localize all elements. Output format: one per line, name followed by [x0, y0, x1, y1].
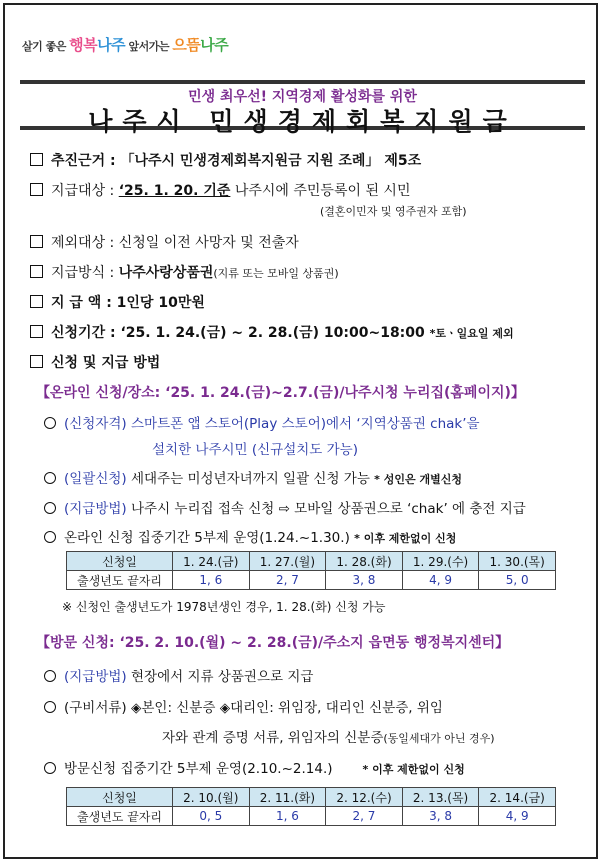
table-header-cell: 신청일: [67, 552, 173, 571]
bullet-circle-icon: [44, 417, 56, 429]
amount-value: 1인당 10만원: [116, 295, 205, 311]
table-date-cell: 1. 30.(목): [479, 552, 556, 571]
target-row: [30, 180, 410, 200]
period-label: 신청기간 :: [51, 325, 121, 341]
bulk-label: (일괄신청): [64, 471, 127, 487]
period-value: ‘25. 1. 24.(금) ~ 2. 28.(금) 10:00~18:00: [120, 325, 430, 341]
table-digit-cell: 4, 9: [402, 571, 479, 590]
visit-rotation-text: 방문신청 집중기간 5부제 운영(2.10.~2.14.): [64, 761, 333, 777]
visit-rotation-note: * 이후 제한없이 신청: [362, 763, 465, 776]
documents-line-1: (구비서류) ◈본인: 신분증 ◈대리인: 위임장, 대리인 신분증, 위임: [64, 700, 443, 716]
bulk-value: 세대주는 미성년자녀까지 일괄 신청 가능: [126, 471, 375, 487]
visit-documents: [44, 696, 443, 716]
exclusion-value: 신청일 이전 사망자 및 전출자: [118, 235, 299, 251]
table-digit-cell: 1, 6: [173, 571, 250, 590]
visit-payment: [44, 665, 313, 685]
table-row: [67, 807, 556, 826]
target-value: 나주시에 주민등록이 된 시민: [230, 183, 411, 199]
table-date-cell: 1. 29.(수): [402, 552, 479, 571]
slogan-text-2: 앞서가는: [125, 40, 173, 53]
table-digit-cell: 3, 8: [326, 571, 403, 590]
page-title: 나주시 민생경제회복지원금: [88, 107, 517, 136]
checkbox-icon: [30, 183, 43, 196]
payment-label: (지급방법): [64, 501, 127, 517]
bullet-circle-icon: [44, 472, 56, 484]
checkbox-icon: [30, 325, 43, 338]
slogan-text: 살기 좋은: [22, 40, 70, 53]
rotation-note: * 이후 제한없이 신청: [354, 532, 457, 545]
online-rotation: [44, 526, 456, 546]
online-schedule-table: [66, 551, 556, 590]
page-subtitle: 민생 최우선! 지역경제 활성화를 위한: [188, 89, 417, 105]
bullet-circle-icon: [44, 670, 56, 682]
table-date-cell: 1. 27.(월): [249, 552, 326, 571]
visit-payment-label: (지급방법): [64, 669, 127, 685]
slogan-naju-2: 나주: [200, 36, 229, 54]
slogan-best: 으뜸: [172, 36, 201, 54]
table-digit-cell: 0, 5: [173, 807, 250, 826]
online-heading: 【온라인 신청/장소: ‘25. 1. 24.(금)~2.7.(금)/나주시청 누리집(홈페이지)】: [36, 385, 525, 401]
table-header-cell: 신청일: [67, 788, 173, 807]
exclusion-row: [30, 232, 299, 252]
table-row-label: 출생년도 끝자리: [67, 571, 173, 590]
target-date: ‘25. 1. 20. 기준: [118, 183, 231, 199]
table-digit-cell: 2, 7: [249, 571, 326, 590]
exclusion-label: 제외대상 :: [51, 235, 119, 251]
howto-heading: 신청 및 지급 방법: [51, 355, 161, 371]
table-date-cell: 2. 14.(금): [479, 788, 556, 807]
method-value: 나주사랑상품권: [118, 265, 214, 281]
visit-payment-value: 현장에서 지류 상품권으로 지급: [126, 669, 314, 685]
period-note: *토ㆍ일요일 제외: [429, 327, 514, 340]
table-row: [67, 571, 556, 590]
online-qualification: [44, 412, 480, 432]
checkbox-icon: [30, 153, 43, 166]
table-digit-cell: 3, 8: [402, 807, 479, 826]
method-row: [30, 262, 339, 282]
table-digit-cell: 2, 7: [326, 807, 403, 826]
method-label: 지급방식 :: [51, 265, 119, 281]
documents-note: (동일세대가 아닌 경우): [383, 732, 495, 745]
slogan-naju: 나주: [97, 36, 126, 54]
table-row: [67, 788, 556, 807]
online-bulk: [44, 467, 462, 487]
howto-row: [30, 352, 160, 372]
bullet-circle-icon: [44, 502, 56, 514]
title-band: [20, 80, 585, 136]
table-digit-cell: 4, 9: [479, 807, 556, 826]
table-date-cell: 2. 12.(수): [326, 788, 403, 807]
table-row-label: 출생년도 끝자리: [67, 807, 173, 826]
table-date-cell: 2. 11.(화): [249, 788, 326, 807]
bullet-circle-icon: [44, 531, 56, 543]
table-row: [67, 552, 556, 571]
basis-value: 「나주시 민생경제회복지원금 지원 조례」 제5조: [120, 153, 422, 169]
qualification-line-2: 설치한 나주시민 (신규설치도 가능): [152, 442, 358, 458]
qualification-line-1: (신청자격) 스마트폰 앱 스토어(Play 스토어)에서 ‘지역상품권 chak’을: [64, 416, 480, 432]
table-date-cell: 2. 13.(목): [402, 788, 479, 807]
visit-rotation: [44, 757, 465, 777]
bullet-circle-icon: [44, 701, 56, 713]
slogan-happy: 행복: [69, 36, 98, 54]
table-date-cell: 1. 24.(금): [173, 552, 250, 571]
basis-row: [30, 150, 421, 170]
table-digit-cell: 5, 0: [479, 571, 556, 590]
amount-row: [30, 292, 205, 312]
checkbox-icon: [30, 265, 43, 278]
target-label: 지급대상 :: [51, 183, 119, 199]
brand-slogan: [22, 34, 228, 55]
visit-schedule-table: [66, 787, 556, 826]
amount-label: 지 급 액 :: [51, 295, 117, 311]
documents-line-2: [162, 726, 495, 746]
basis-label: 추진근거 :: [51, 153, 121, 169]
checkbox-icon: [30, 355, 43, 368]
period-row: [30, 322, 514, 342]
rotation-text: 온라인 신청 집중기간 5부제 운영(1.24.~1.30.): [64, 530, 355, 546]
method-note: (지류 또는 모바일 상품권): [213, 267, 339, 280]
payment-value: 나주시 누리집 접속 신청 ⇨ 모바일 상품권으로 ‘chak’ 에 충전 지급: [126, 501, 526, 517]
online-payment: [44, 497, 526, 517]
online-footnote: ※ 신청인 출생년도가 1978년생인 경우, 1. 28.(화) 신청 가능: [62, 600, 386, 614]
checkbox-icon: [30, 295, 43, 308]
table-date-cell: 2. 10.(월): [173, 788, 250, 807]
visit-heading: 【방문 신청: ‘25. 2. 10.(월) ~ 2. 28.(금)/주소지 읍면동 행정복지센터】: [36, 635, 510, 651]
bulk-note: * 성인은 개별신청: [374, 473, 462, 486]
bullet-circle-icon: [44, 762, 56, 774]
table-date-cell: 1. 28.(화): [326, 552, 403, 571]
table-digit-cell: 1, 6: [249, 807, 326, 826]
documents-line-2-text: 자와 관계 증명 서류, 위임자의 신분증: [162, 730, 384, 746]
target-note: (결혼이민자 및 영주권자 포함): [320, 205, 467, 218]
checkbox-icon: [30, 235, 43, 248]
